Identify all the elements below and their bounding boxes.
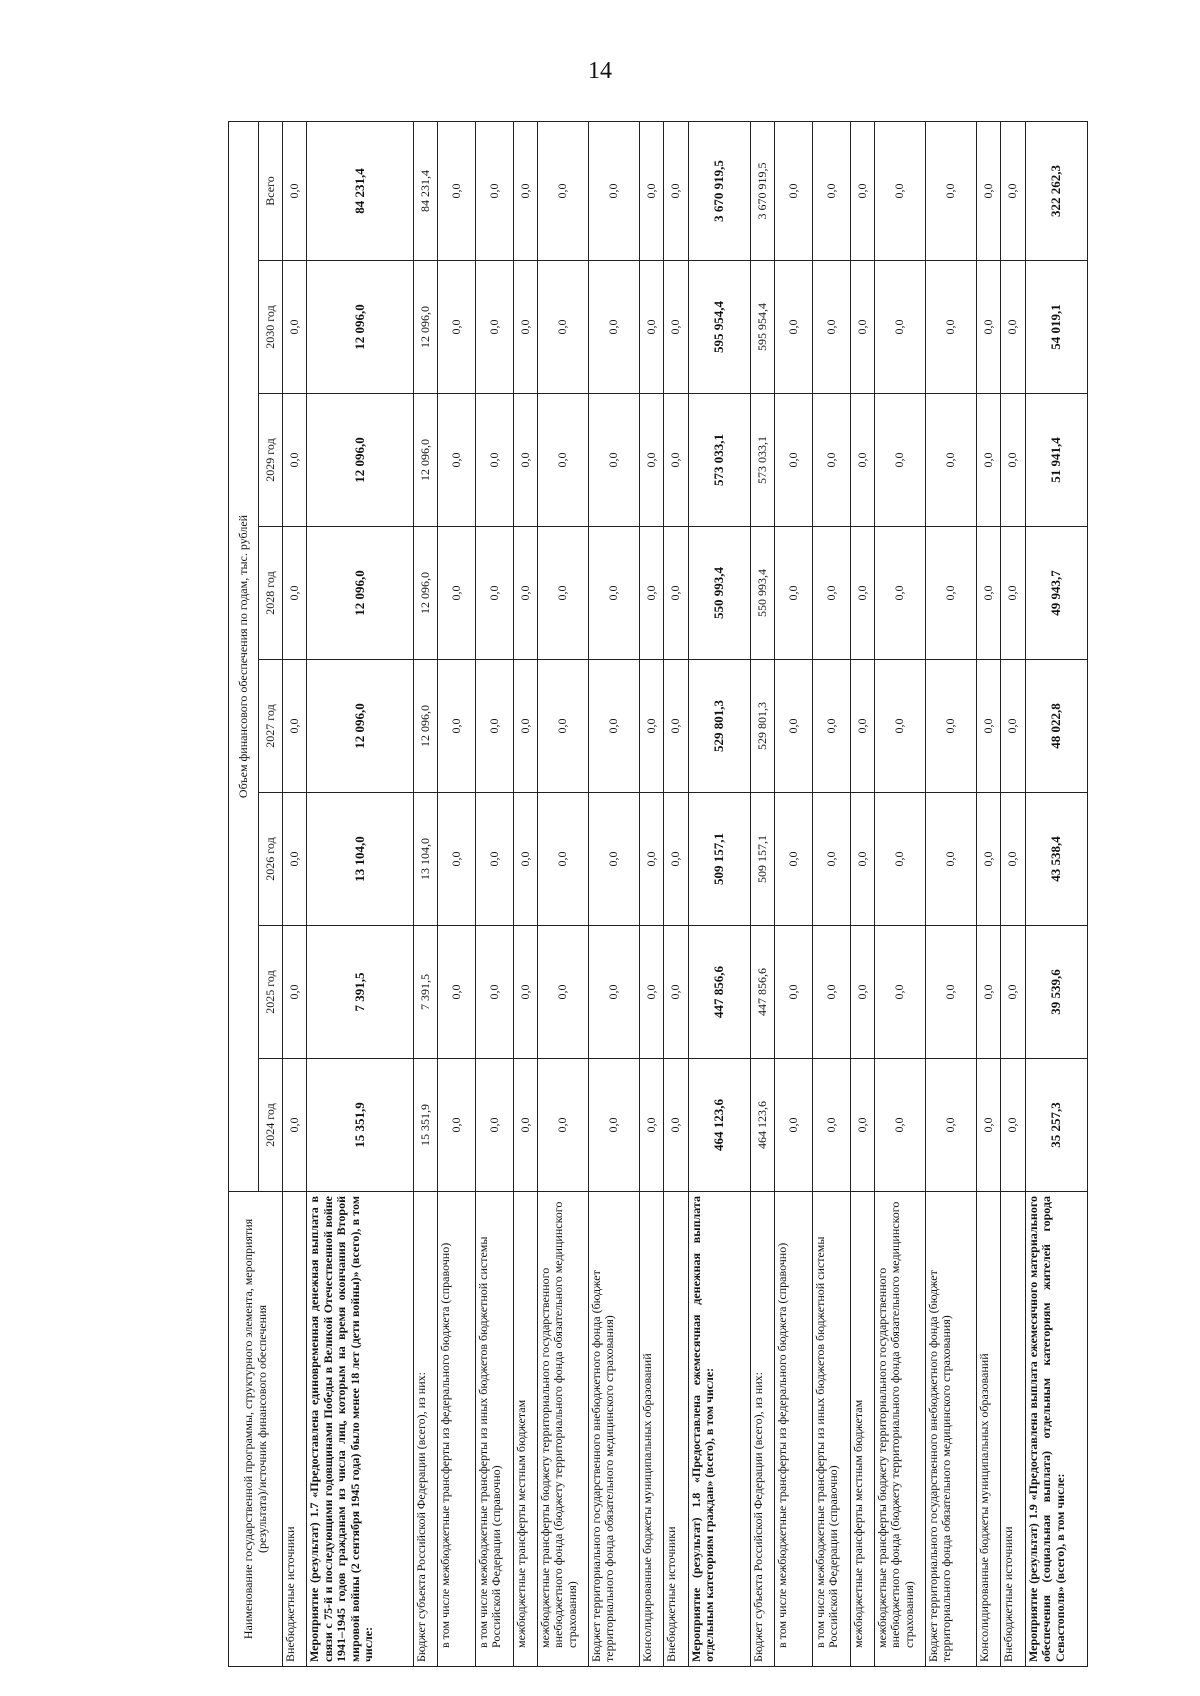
row-year-value: 0,0: [850, 926, 874, 1059]
row-year-value: 12 096,0: [307, 261, 413, 394]
row-year-value: 0,0: [977, 261, 1001, 394]
table-row: [307, 121, 413, 1666]
row-year-value: 12 096,0: [307, 394, 413, 527]
row-year-value: 43 538,4: [1025, 793, 1087, 926]
row-year-value: 0,0: [475, 926, 513, 1059]
row-year-value: 0,0: [875, 793, 926, 926]
row-year-value: 0,0: [475, 261, 513, 394]
row-year-value: 0,0: [875, 394, 926, 527]
rotated-table-frame: [228, 122, 1088, 1667]
row-year-value: 0,0: [588, 1059, 639, 1192]
row-year-value: 12 096,0: [413, 394, 437, 527]
row-name: межбюджетные трансферты бюджету территориального государственного внебюджетного фонда (бюджету территориального фонда обязательного медицинского страхования): [537, 1192, 588, 1667]
row-year-value: 0,0: [812, 1059, 850, 1192]
table-row: [1025, 121, 1087, 1666]
row-year-value: 0,0: [588, 527, 639, 660]
row-year-value: 0,0: [1001, 261, 1025, 394]
row-year-value: 12 096,0: [413, 261, 437, 394]
row-year-value: 48 022,8: [1025, 660, 1087, 793]
row-year-value: 0,0: [283, 1059, 307, 1192]
row-year-value: 0,0: [1001, 527, 1025, 660]
row-year-value: 0,0: [664, 660, 688, 793]
row-year-value: 464 123,6: [750, 1059, 774, 1192]
row-year-value: 0,0: [588, 793, 639, 926]
row-total-value: 0,0: [475, 121, 513, 260]
row-year-value: 15 351,9: [307, 1059, 413, 1192]
row-total-value: 0,0: [775, 121, 813, 260]
row-year-value: 0,0: [639, 793, 663, 926]
row-year-value: 529 801,3: [688, 660, 750, 793]
row-year-value: 0,0: [588, 261, 639, 394]
row-name: в том числе межбюджетные трансферты из федерального бюджета (справочно): [775, 1192, 813, 1667]
row-year-value: 447 856,6: [750, 926, 774, 1059]
row-year-value: 0,0: [926, 527, 977, 660]
header-year: 2026 год: [259, 793, 283, 926]
row-total-value: 0,0: [537, 121, 588, 260]
row-year-value: 0,0: [639, 1059, 663, 1192]
row-total-value: 0,0: [639, 121, 663, 260]
row-year-value: 0,0: [926, 660, 977, 793]
row-year-value: 0,0: [1001, 394, 1025, 527]
row-year-value: 0,0: [977, 926, 1001, 1059]
row-year-value: 0,0: [283, 527, 307, 660]
row-year-value: 573 033,1: [750, 394, 774, 527]
table-row: [413, 121, 437, 1666]
row-year-value: 12 096,0: [413, 660, 437, 793]
row-year-value: 0,0: [926, 926, 977, 1059]
row-year-value: 0,0: [438, 660, 476, 793]
row-total-value: 0,0: [850, 121, 874, 260]
page-number: 14: [588, 58, 612, 84]
row-name: Бюджет субъекта Российской Федерации (всего), из них:: [413, 1192, 437, 1667]
row-year-value: 0,0: [664, 793, 688, 926]
row-total-value: 84 231,4: [307, 121, 413, 260]
row-year-value: 0,0: [850, 261, 874, 394]
row-year-value: 0,0: [664, 261, 688, 394]
row-year-value: 509 157,1: [688, 793, 750, 926]
row-year-value: 0,0: [639, 926, 663, 1059]
row-year-value: 7 391,5: [413, 926, 437, 1059]
row-name: межбюджетные трансферты местным бюджетам: [850, 1192, 874, 1667]
row-year-value: 0,0: [513, 1059, 537, 1192]
row-year-value: 0,0: [639, 261, 663, 394]
row-year-value: 0,0: [875, 527, 926, 660]
table-header: [229, 121, 283, 1666]
row-year-value: 0,0: [977, 660, 1001, 793]
row-year-value: 0,0: [283, 926, 307, 1059]
row-year-value: 0,0: [513, 926, 537, 1059]
row-year-value: 0,0: [926, 1059, 977, 1192]
row-year-value: 464 123,6: [688, 1059, 750, 1192]
header-year: 2025 год: [259, 926, 283, 1059]
row-year-value: 0,0: [438, 394, 476, 527]
row-total-value: 0,0: [926, 121, 977, 260]
row-year-value: 447 856,6: [688, 926, 750, 1059]
table-row: [537, 121, 588, 1666]
row-year-value: 0,0: [283, 261, 307, 394]
table-row: [664, 121, 688, 1666]
row-year-value: 0,0: [812, 793, 850, 926]
row-year-value: 0,0: [537, 793, 588, 926]
row-year-value: 0,0: [926, 394, 977, 527]
header-year: 2027 год: [259, 660, 283, 793]
row-year-value: 35 257,3: [1025, 1059, 1087, 1192]
row-year-value: 0,0: [513, 660, 537, 793]
row-year-value: 0,0: [513, 261, 537, 394]
table-row: [1001, 121, 1025, 1666]
row-year-value: 509 157,1: [750, 793, 774, 926]
table-row: [588, 121, 639, 1666]
row-year-value: 0,0: [812, 660, 850, 793]
row-year-value: 0,0: [639, 394, 663, 527]
row-name: Мероприятие (результат) 1.7 «Предоставлена единовременная денежная выплата в связи с 75-й и последующими годовщинами Победы в Великой Отечественной войне 1941–1945 годов гражданам из числа лиц, которым на время окончания Второй мировой войны (2 сентября 1945 года) было менее 18 лет (дети войны)» (всего), в том числе:: [307, 1192, 413, 1667]
table-container: [228, 122, 1088, 1667]
row-year-value: 49 943,7: [1025, 527, 1087, 660]
row-total-value: 0,0: [664, 121, 688, 260]
row-year-value: 0,0: [850, 394, 874, 527]
row-year-value: 0,0: [475, 660, 513, 793]
table-row: [926, 121, 977, 1666]
row-year-value: 54 019,1: [1025, 261, 1087, 394]
financing-table: [228, 121, 1088, 1667]
row-year-value: 0,0: [588, 660, 639, 793]
row-year-value: 0,0: [850, 660, 874, 793]
table-body: [283, 121, 1088, 1666]
row-year-value: 0,0: [775, 1059, 813, 1192]
row-year-value: 0,0: [438, 261, 476, 394]
row-year-value: 0,0: [812, 926, 850, 1059]
row-name: Мероприятие (результат) 1.8 «Предоставлена ежемесячная денежная выплата отдельным категориям граждан» (всего), в том числе:: [688, 1192, 750, 1667]
row-year-value: 0,0: [775, 261, 813, 394]
row-year-value: 0,0: [438, 926, 476, 1059]
row-total-value: 0,0: [513, 121, 537, 260]
row-year-value: 0,0: [775, 394, 813, 527]
row-year-value: 0,0: [775, 527, 813, 660]
row-year-value: 0,0: [775, 793, 813, 926]
table-row: [977, 121, 1001, 1666]
row-year-value: 0,0: [875, 1059, 926, 1192]
header-year: 2030 год: [259, 261, 283, 394]
row-total-value: 0,0: [812, 121, 850, 260]
row-total-value: 3 670 919,5: [750, 121, 774, 260]
row-year-value: 0,0: [1001, 660, 1025, 793]
row-year-value: 0,0: [513, 394, 537, 527]
table-row: [750, 121, 774, 1666]
row-total-value: 84 231,4: [413, 121, 437, 260]
header-total: Всего: [259, 121, 283, 260]
row-total-value: 0,0: [875, 121, 926, 260]
row-year-value: 12 096,0: [413, 527, 437, 660]
table-row: [775, 121, 813, 1666]
row-year-value: 0,0: [926, 261, 977, 394]
row-year-value: 0,0: [875, 660, 926, 793]
row-year-value: 39 539,6: [1025, 926, 1087, 1059]
row-year-value: 0,0: [283, 394, 307, 527]
table-row: [438, 121, 476, 1666]
row-year-value: 0,0: [537, 527, 588, 660]
row-year-value: 0,0: [438, 1059, 476, 1192]
row-year-value: 0,0: [977, 394, 1001, 527]
row-year-value: 12 096,0: [307, 527, 413, 660]
row-total-value: 0,0: [588, 121, 639, 260]
header-year: 2029 год: [259, 394, 283, 527]
row-year-value: 0,0: [664, 926, 688, 1059]
row-year-value: 0,0: [812, 527, 850, 660]
row-name: межбюджетные трансферты местным бюджетам: [513, 1192, 537, 1667]
row-year-value: 0,0: [850, 793, 874, 926]
row-year-value: 0,0: [475, 1059, 513, 1192]
row-name: в том числе межбюджетные трансферты из иных бюджетов бюджетной системы Российской Федерации (справочно): [475, 1192, 513, 1667]
row-name: в том числе межбюджетные трансферты из иных бюджетов бюджетной системы Российской Федерации (справочно): [812, 1192, 850, 1667]
row-name: Бюджет субъекта Российской Федерации (всего), из них:: [750, 1192, 774, 1667]
row-name: межбюджетные трансферты бюджету территориального государственного внебюджетного фонда (бюджету территориального фонда обязательного медицинского страхования): [875, 1192, 926, 1667]
row-year-value: 595 954,4: [688, 261, 750, 394]
row-name: Внебюджетные источники: [283, 1192, 307, 1667]
row-year-value: 7 391,5: [307, 926, 413, 1059]
row-year-value: 0,0: [850, 527, 874, 660]
row-year-value: 573 033,1: [688, 394, 750, 527]
row-year-value: 0,0: [283, 793, 307, 926]
row-year-value: 15 351,9: [413, 1059, 437, 1192]
table-row: [513, 121, 537, 1666]
row-year-value: 0,0: [977, 1059, 1001, 1192]
row-year-value: 0,0: [475, 394, 513, 527]
row-name: Внебюджетные источники: [1001, 1192, 1025, 1667]
row-name: Внебюджетные источники: [664, 1192, 688, 1667]
row-year-value: 0,0: [850, 1059, 874, 1192]
table-row: [639, 121, 663, 1666]
row-year-value: 595 954,4: [750, 261, 774, 394]
row-year-value: 0,0: [775, 660, 813, 793]
row-name: Консолидированные бюджеты муниципальных образований: [977, 1192, 1001, 1667]
row-year-value: 0,0: [475, 527, 513, 660]
row-year-value: 0,0: [775, 926, 813, 1059]
row-year-value: 0,0: [537, 660, 588, 793]
row-year-value: 0,0: [1001, 1059, 1025, 1192]
row-year-value: 0,0: [513, 793, 537, 926]
row-total-value: 0,0: [283, 121, 307, 260]
row-total-value: 0,0: [438, 121, 476, 260]
row-year-value: 13 104,0: [413, 793, 437, 926]
row-year-value: 0,0: [537, 394, 588, 527]
table-row: [850, 121, 874, 1666]
row-year-value: 13 104,0: [307, 793, 413, 926]
row-year-value: 0,0: [1001, 793, 1025, 926]
row-year-value: 0,0: [664, 527, 688, 660]
row-name: Консолидированные бюджеты муниципальных образований: [639, 1192, 663, 1667]
row-year-value: 0,0: [664, 394, 688, 527]
row-year-value: 0,0: [475, 793, 513, 926]
row-year-value: 0,0: [926, 793, 977, 926]
row-total-value: 0,0: [977, 121, 1001, 260]
row-name: Мероприятие (результат) 1.9 «Предоставлена выплата ежемесячного материального обеспечения (социальная выплата) отдельным категориям жителей города Севастополя» (всего), в том числе:: [1025, 1192, 1087, 1667]
table-row: [283, 121, 307, 1666]
row-year-value: 0,0: [588, 926, 639, 1059]
row-year-value: 0,0: [513, 527, 537, 660]
row-name: Бюджет территориального государственного внебюджетного фонда (бюджет территориального фонда обязательного медицинского страхования): [926, 1192, 977, 1667]
row-year-value: 51 941,4: [1025, 394, 1087, 527]
row-year-value: 0,0: [664, 1059, 688, 1192]
row-total-value: 3 670 919,5: [688, 121, 750, 260]
table-row: [475, 121, 513, 1666]
row-year-value: 0,0: [1001, 926, 1025, 1059]
row-year-value: 529 801,3: [750, 660, 774, 793]
header-year: 2024 год: [259, 1059, 283, 1192]
row-year-value: 0,0: [588, 394, 639, 527]
row-year-value: 0,0: [875, 261, 926, 394]
header-name: Наименование государственной программы, структурного элемента, мероприятия (результата)/источник финансового обеспечения: [229, 1192, 283, 1667]
row-year-value: 0,0: [812, 394, 850, 527]
row-year-value: 0,0: [639, 660, 663, 793]
row-year-value: 0,0: [639, 527, 663, 660]
row-year-value: 0,0: [438, 527, 476, 660]
table-row: [688, 121, 750, 1666]
row-year-value: 550 993,4: [688, 527, 750, 660]
row-year-value: 0,0: [537, 261, 588, 394]
row-year-value: 0,0: [537, 926, 588, 1059]
row-year-value: 12 096,0: [307, 660, 413, 793]
row-year-value: 0,0: [283, 660, 307, 793]
row-name: в том числе межбюджетные трансферты из федерального бюджета (справочно): [438, 1192, 476, 1667]
row-name: Бюджет территориального государственного внебюджетного фонда (бюджет территориального фонда обязательного медицинского страхования): [588, 1192, 639, 1667]
row-year-value: 0,0: [977, 527, 1001, 660]
row-year-value: 0,0: [438, 793, 476, 926]
row-year-value: 550 993,4: [750, 527, 774, 660]
row-total-value: 322 262,3: [1025, 121, 1087, 260]
row-year-value: 0,0: [977, 793, 1001, 926]
row-year-value: 0,0: [875, 926, 926, 1059]
table-row: [875, 121, 926, 1666]
header-volume: Объем финансового обеспечения по годам, тыс. рублей: [229, 121, 259, 1191]
row-year-value: 0,0: [537, 1059, 588, 1192]
header-year: 2028 год: [259, 527, 283, 660]
row-year-value: 0,0: [812, 261, 850, 394]
table-row: [812, 121, 850, 1666]
row-total-value: 0,0: [1001, 121, 1025, 260]
